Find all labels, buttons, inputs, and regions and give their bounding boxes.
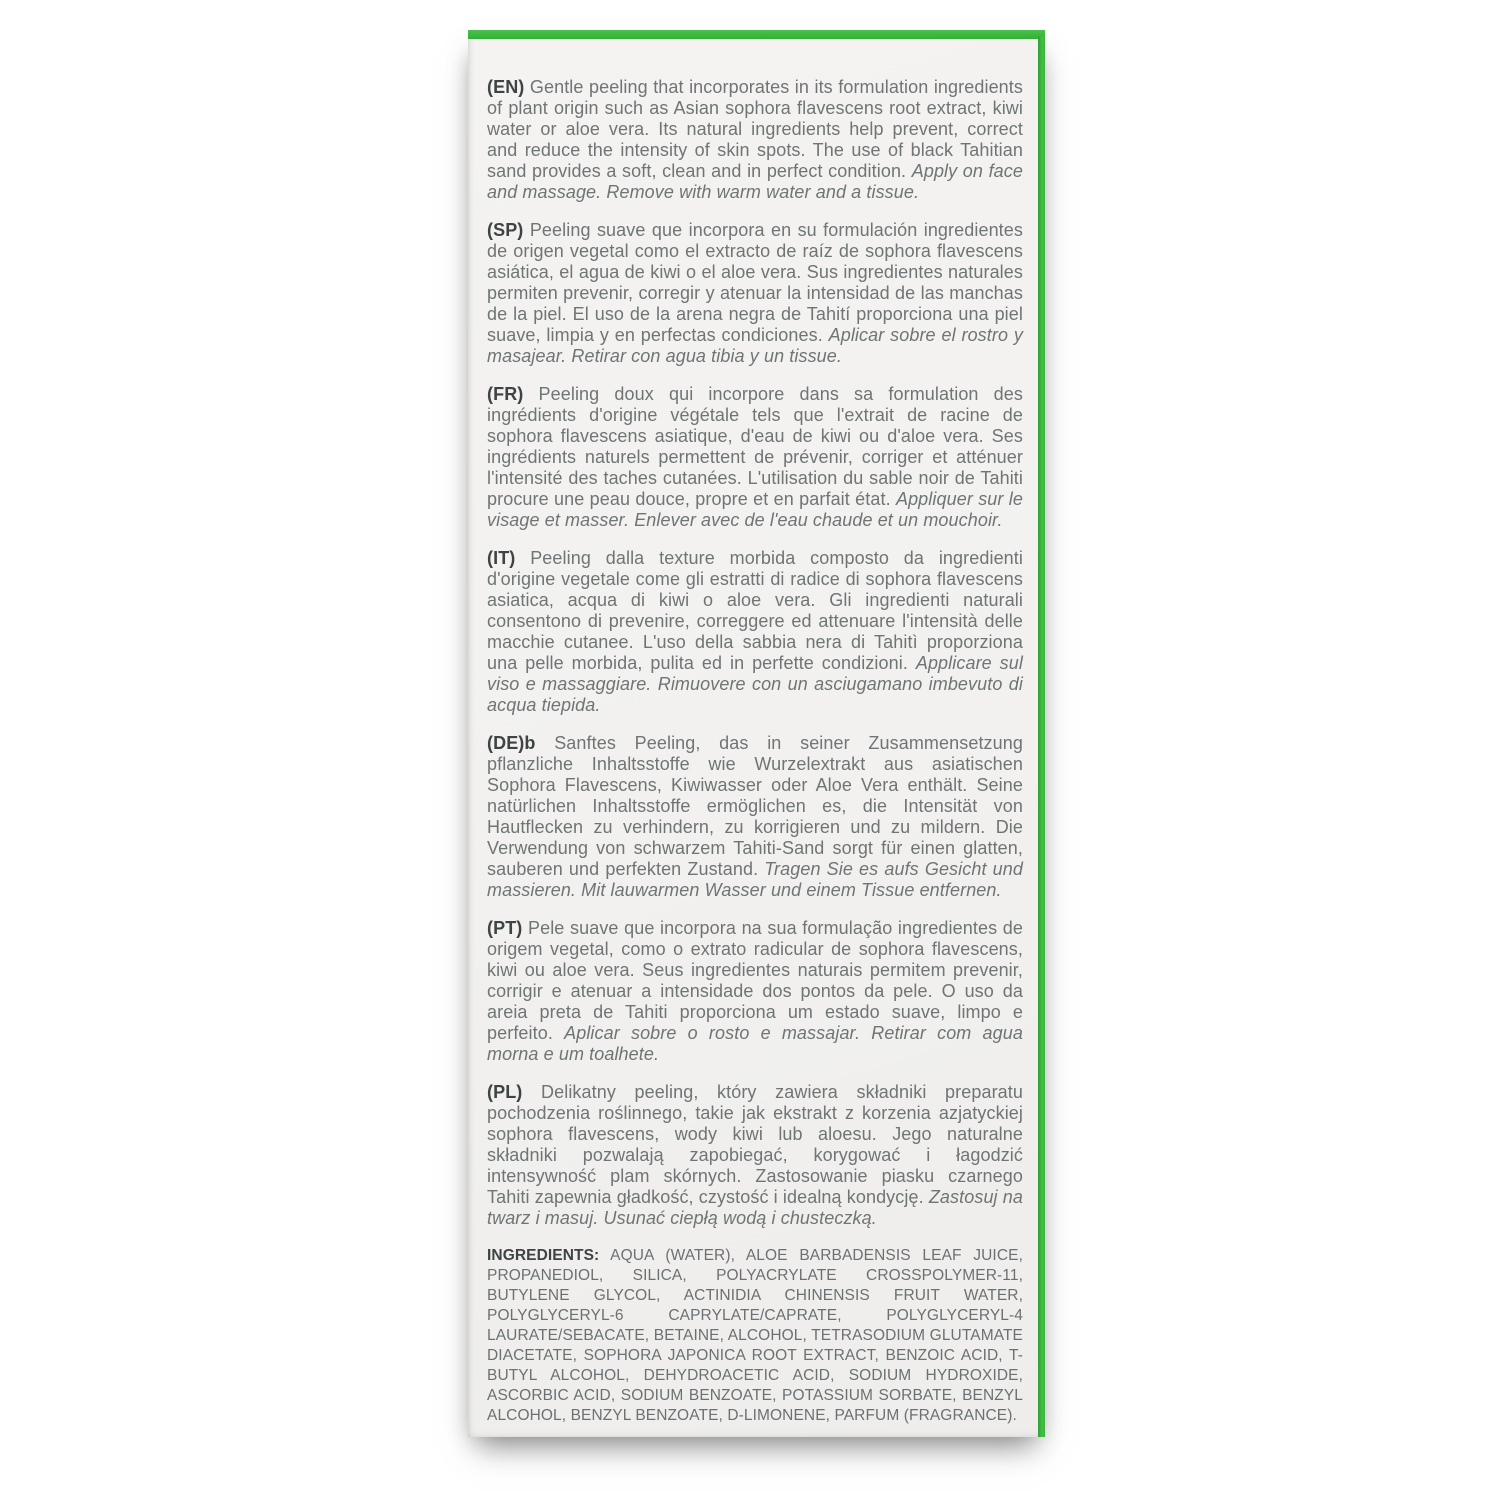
usage-instructions-text: Apply on face and massage. Remove with warm water and a tissue. (487, 161, 1024, 202)
description-text: Peeling suave que incorpora en su formulación ingredientes de origen vegetal como el extracto de raíz de sophora flavescens asiática, el agua de kiwi o el aloe vera. Sus ingredientes naturales permiten prevenir, corregir y atenuar la intensidad de las manchas de la piel. El uso de la arena negra de Tahití proporciona una piel suave, limpia y en perfectas condiciones. (487, 220, 1023, 345)
language-code-label: (PL) (487, 1082, 523, 1102)
language-paragraphs (487, 77, 1023, 1229)
usage-instructions-text: Aplicar sobre el rostro y masajear. Retirar con agua tibia y un tissue. (487, 325, 1023, 366)
usage-instructions-text: Tragen Sie es aufs Gesicht und massieren. Mit lauwarmen Wasser und einem Tissue entfernen. (487, 859, 1023, 900)
usage-instructions-text: Applicare sul viso e massaggiare. Rimuovere con un asciugamano imbevuto di acqua tiepida. (487, 653, 1023, 715)
green-top-edge-stripe (468, 30, 1045, 39)
language-code-label: (SP) (487, 220, 524, 240)
language-paragraph (487, 548, 1023, 716)
language-paragraph (487, 918, 1023, 1065)
label-text-content (487, 77, 1023, 1426)
description-text: Peeling doux qui incorpore dans sa formulation des ingrédients d'origine végétale tels que l'extrait de racine de sophora flavescens asiatique, d'eau de kiwi ou d'aloe vera. Ses ingrédients naturels permettent de prévenir, corriger et atténuer l'intensité des taches cutanées. L'utilisation du sable noir de Tahiti procure une peau douce, propre et en parfait état. (487, 384, 1023, 509)
language-paragraph (487, 220, 1023, 367)
usage-instructions-text: Aplicar sobre o rosto e massajar. Retirar com agua morna e um toalhete. (487, 1023, 1023, 1064)
description-text: Gentle peeling that incorporates in its formulation ingredients of plant origin such as Asian sophora flavescens root extract, kiwi water or aloe vera. Its natural ingredients help prevent, correct and reduce the intensity of skin spots. The use of black Tahitian sand provides a soft, clean and in perfect condition. (487, 77, 1023, 181)
language-code-label: (DE)b (487, 733, 536, 753)
language-paragraph (487, 733, 1023, 901)
green-right-edge-stripe (1038, 36, 1045, 1437)
description-text: Sanftes Peeling, das in seiner Zusammensetzung pflanzliche Inhaltsstoffe wie Wurzelextrakt aus asiatischen Sophora Flavescens, Kiwiwasser oder Aloe Vera enthält. Seine natürlichen Inhaltsstoffe ermöglichen es, die Intensität von Hautflecken zu verhindern, zu korrigieren und zu mildern. Die Verwendung von schwarzem Tahiti-Sand sorgt für einen glatten, sauberen und perfekten Zustand. (487, 733, 1023, 879)
language-paragraph (487, 77, 1023, 203)
product-box-back-panel (468, 30, 1045, 1437)
description-text: Delikatny peeling, który zawiera składniki preparatu pochodzenia roślinnego, takie jak ekstrakt z korzenia azjatyckiej sophora flavescens, wody kiwi lub aloesu. Jego naturalne składniki pozwalają zapobiegać, korygować i łagodzić intensywność plam skórnych. Zastosowanie piasku czarnego Tahiti zapewnia gładkość, czystość i idealną kondycję. (487, 1082, 1023, 1207)
ingredients-heading: INGREDIENTS: (487, 1247, 600, 1264)
description-text: Peeling dalla texture morbida composto da ingredienti d'origine vegetale come gli estratti di radice di sophora flavescens asiatica, acqua di kiwi o aloe vera. Gli ingredienti naturali consentono di prevenire, correggere ed attenuare l'intensità delle macchie cutanee. L'uso della sabbia nera di Tahitì proporziona una pelle morbida, pulita ed in perfette condizioni. (487, 548, 1023, 673)
usage-instructions-text: Zastosuj na twarz i masuj. Usunać ciepłą wodą i chusteczką. (487, 1187, 1023, 1228)
ingredients-paragraph (487, 1246, 1023, 1426)
ingredients-list-text: AQUA (WATER), ALOE BARBADENSIS LEAF JUICE, PROPANEDIOL, SILICA, POLYACRYLATE CROSSPOLYMER-11, BUTYLENE GLYCOL, ACTINIDIA CHINENSIS FRUIT WATER, POLYGLYCERYL-6 CAPRYLATE/CAPRATE, POLYGLYCERYL-4 LAURATE/SEBACATE, BETAINE, ALCOHOL, TETRASODIUM GLUTAMATE DIACETATE, SOPHORA JAPONICA ROOT EXTRACT, BENZOIC ACID, T-BUTYL ALCOHOL, DEHYDROACETIC ACID, SODIUM HYDROXIDE, ASCORBIC ACID, SODIUM BENZOATE, POTASSIUM SORBATE, BENZYL ALCOHOL, BENZYL BENZOATE, D-LIMONENE, PARFUM (FRAGRANCE). (487, 1247, 1023, 1424)
description-text: Pele suave que incorpora na sua formulação ingredientes de origem vegetal, como o extrato radicular de sophora flavescens, kiwi ou aloe vera. Seus ingredientes naturais permitem prevenir, corrigir e atenuar a intensidade dos pontos da pele. O uso da areia preta de Tahiti proporciona um estado suave, limpo e perfeito. (487, 918, 1023, 1043)
usage-instructions-text: Appliquer sur le visage et masser. Enlever avec de l'eau chaude et un mouchoir. (487, 489, 1023, 530)
language-code-label: (IT) (487, 548, 516, 568)
language-code-label: (FR) (487, 384, 524, 404)
language-code-label: (PT) (487, 918, 523, 938)
language-paragraph (487, 384, 1023, 531)
language-paragraph (487, 1082, 1023, 1229)
language-code-label: (EN) (487, 77, 525, 97)
